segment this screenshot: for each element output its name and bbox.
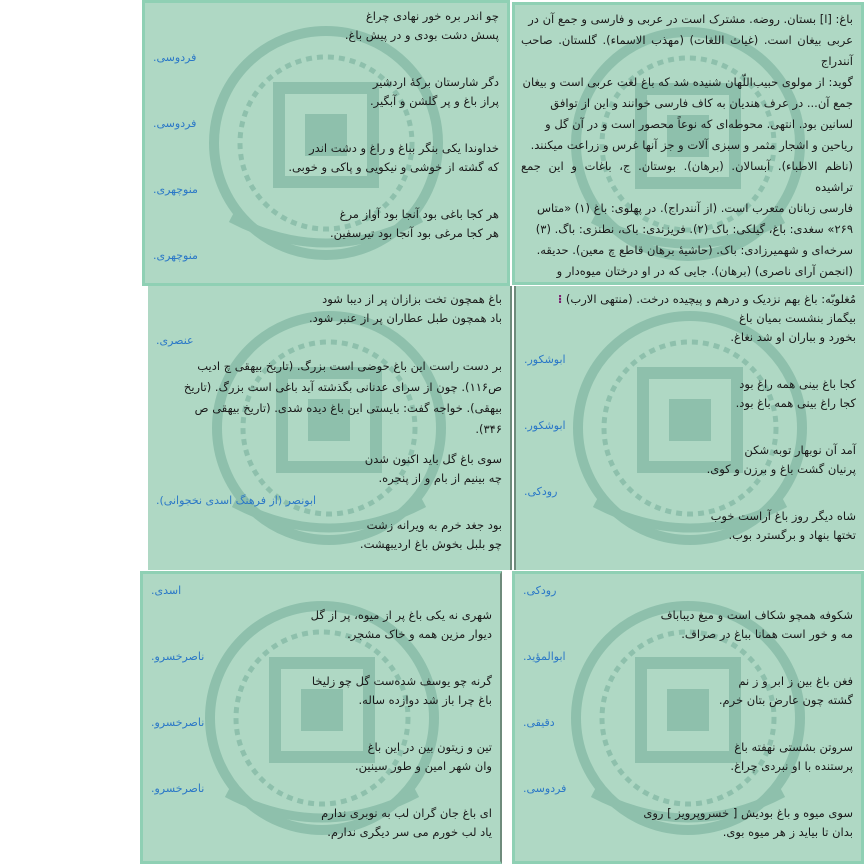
verse-line: سوی باغ گل باید اکنون شدن — [364, 452, 502, 466]
definition-line: جمع آن... در عرف هندیان به کاف فارسی خوانند و این از توافق — [550, 96, 853, 110]
poet-attribution: فردوسی. — [153, 117, 197, 130]
verse-line: چو اندر بره خور نهادی چراغ — [365, 9, 499, 23]
verse-line: کجا باغ بینی همه راغ بود — [739, 377, 856, 391]
definition-line: (انجمن آرای ناصری) (برهان). جایی که در او درختان میوه‌دار و — [556, 264, 853, 278]
verse-line: بخورد و بباران او شد نغاغ. — [730, 330, 856, 344]
definition-line: ریاحین و اشجار مثمر و سبزی آلات و جز آنها غرس و زراعت میکنند. — [530, 138, 853, 152]
verse-line: پرنیان گشت باغ و برزن و کوی. — [706, 462, 856, 476]
definition-line: (ناظم الاطباء). آبسالان. (برهان). بوستان. ج، باغات و این جمع تراشیده — [521, 159, 853, 194]
verse-line: پسش دشت بودی و در پیش باغ. — [344, 28, 499, 42]
verse-line: ای باغ جان گران لب به نوبری ندارم — [321, 806, 492, 820]
verse-line: مه و خور است همانا بباغ در صراف. — [681, 627, 853, 641]
spacer — [522, 545, 856, 555]
verses-list — [515, 574, 861, 852]
definition-line: ۲۶۹» سغدی: باغ، گیلکی: باک (۲). فریزندی: باک، نطنزی: باگ. (۳) — [535, 222, 853, 236]
definition-line: مُغلوبّه: باغ بهم نزدیک و درهم و پیچیده درخت. (منتهی الارب) ⁝ — [557, 292, 856, 306]
poet-attribution: فردوسی. — [153, 51, 197, 64]
spacer — [521, 842, 853, 852]
verse-line: تین و زیتون بین در این باغ — [367, 740, 492, 754]
spacer — [149, 842, 492, 852]
verse-line: گشته چون عارض بتان خرم. — [718, 693, 853, 707]
verse-line: دیوار مزین همه و خاک مشجر. — [347, 627, 492, 641]
poet-attribution: منوچهری. — [153, 183, 198, 196]
poet-attribution: ناصرخسرو. — [151, 716, 205, 729]
definition-text — [515, 5, 861, 285]
verses-list — [516, 286, 864, 555]
verse-line: شکوفه همچو شکاف است و میغ دیباباف — [660, 608, 853, 622]
verse-line: بود جغد خرم به ویرانه زشت — [366, 518, 502, 532]
definition-line: گوید: از مولوی حبیب‌اللّهان شنیده شد که باغ لغت عربی است و بیغان — [522, 75, 853, 89]
verses-list — [145, 3, 507, 265]
dictionary-panel-verses-1 — [142, 0, 510, 286]
verse-line: که گشته از خوشی و نیکویی و پاکی و خوبی. — [288, 160, 499, 174]
verse-line: سوی میوه و باغ بودیش [ خسروپرویز ] روی — [643, 806, 853, 820]
verse-line: چه بینیم از بام و از پنجره. — [378, 471, 502, 485]
poet-attribution: ابوشکور. — [524, 353, 566, 366]
prose-line: ص۱۱۶). چون از سرای عدنانی بگذشته آید باغی است بزرگ. (تاریخ — [183, 380, 502, 394]
verse-line: فغن باغ بین ز ابر و ز نم — [738, 674, 853, 688]
dictionary-panel-verses-4 — [512, 571, 864, 864]
verse-line: دگر شارستان برکهٔ اردشیر — [372, 75, 499, 89]
poet-attribution: ابونصر (از فرهنگ اسدی نخجوانی). — [156, 494, 317, 507]
poet-attribution: منوچهری. — [153, 249, 198, 262]
verse-line: پرستنده با او نبردی چراغ. — [730, 759, 853, 773]
verse-line: باغ چرا باز شد دوازده ساله. — [358, 693, 492, 707]
verse-line: وان شهر امین و طور سینین. — [355, 759, 492, 773]
verse-line: باغ همچون تخت بزازان پر از دیبا شود — [322, 292, 502, 306]
verse-line: آمد آن نوبهار توبه شکن — [744, 443, 856, 457]
poet-attribution: اسدی. — [151, 584, 182, 597]
definition-line: عربی بیغان است. (غیاث اللغات) (مهذب الاسماء). گلستان. صاحب آنندراج — [521, 33, 853, 68]
poet-attribution: ابوالمؤید. — [523, 650, 566, 663]
verse-line: خداوندا یکی بنگر بباغ و راغ و دشت اندر — [309, 141, 499, 155]
verse-line: پراز باغ و پر گلشن و آبگیر. — [370, 94, 499, 108]
spacer — [154, 440, 502, 450]
prose-line: بر دست راست این باغ حوضی است بزرگ. (تاریخ بیهقی چ ادیب — [197, 359, 502, 373]
verse-line: شهری نه یکی باغ پر از میوه، پر از گل — [310, 608, 492, 622]
verse-line: بدان تا بیاید ز هر میوه بوی. — [722, 825, 853, 839]
verse-line: هر کجا مرغی بود آنجا بود تیرسفین. — [329, 226, 499, 240]
poet-attribution: ناصرخسرو. — [151, 782, 205, 795]
verse-line: بیگماز بنشست بمیان باغ — [738, 311, 856, 325]
prose-line: ۳۴۶). — [475, 422, 502, 436]
verse-line: هر کجا باغی بود آنجا بود آواز مرغ — [339, 207, 499, 221]
poet-attribution: فردوسی. — [523, 782, 567, 795]
definition-line — [521, 282, 853, 285]
poet-attribution: عنصری. — [156, 334, 194, 347]
definition-line: لسانین بود. انتهی. محوطه‌ای که نوعاً محصور است و در آن گل و — [545, 117, 853, 131]
verse-line: یاد لب خورم می سر دیگری ندارم. — [327, 825, 492, 839]
verse-line: گرنه چو یوسف شده‌ست گل چو زلیخا — [311, 674, 492, 688]
dictionary-panel-verses-5 — [140, 571, 502, 864]
verse-line: شاه دیگر روز باغ آراست خوب — [710, 509, 856, 523]
dictionary-panel-verses-3 — [148, 286, 512, 570]
verse-line: سروتن بشستی نهفته باغ — [734, 740, 853, 754]
prose-line: بیهقی). خواجه گفت: بایستی این باغ دیده شدی. (تاریخ بیهقی ص — [194, 401, 502, 415]
dictionary-panel-verses-2 — [514, 286, 864, 570]
verse-line: باد همچون طبل عطاران پر از عنبر شود. — [308, 311, 502, 325]
poet-attribution: ناصرخسرو. — [151, 650, 205, 663]
verses-list — [143, 574, 500, 852]
poet-attribution: ابوشکور. — [524, 419, 566, 432]
dictionary-panel-definition — [512, 2, 864, 285]
verses-list — [148, 286, 510, 554]
poet-attribution: دقیقی. — [523, 716, 555, 729]
verse-line: کجا راغ بینی همه باغ بود. — [735, 396, 856, 410]
bullet-symbol: ⁝ — [557, 292, 563, 306]
definition-line: باغ: [ا] بستان. روضه. مشترک است در عربی و فارسی و جمع آن در — [528, 12, 853, 26]
definition-line: فارسی زبانان متعرب است. (از آنندراج). در پهلوی: باغ (۱) «متاس — [536, 201, 853, 215]
definition-line: سرخه‌ای و شهمیرزادی: باک. (حاشیهٔ برهان قاطع چ معین). حدیقه. — [536, 243, 853, 257]
poet-attribution: رودکی. — [524, 485, 558, 498]
verse-line: تختها بنهاد و برگسترد بوب. — [728, 528, 856, 542]
verse-line: چو بلبل بخوش باغ اردیبهشت. — [359, 537, 502, 551]
poet-attribution: رودکی. — [523, 584, 557, 597]
